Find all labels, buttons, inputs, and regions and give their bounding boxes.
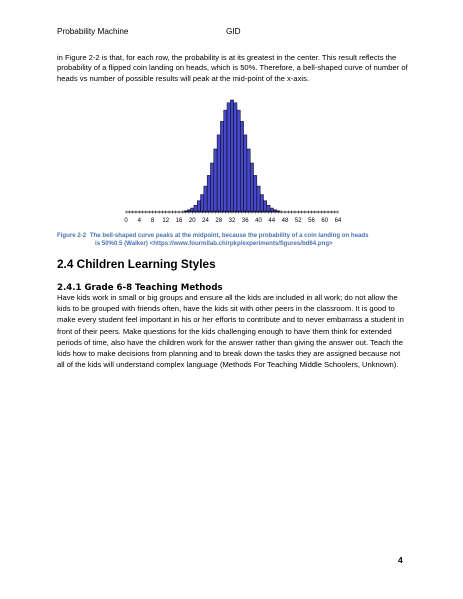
chart-bar — [260, 195, 263, 212]
subsection-heading: 2.4.1 Grade 6-8 Teaching Methods — [57, 283, 223, 293]
chart-bar — [201, 195, 204, 212]
caption-line2: is 50%0.5 (Walker) <https://www.fourmilab.ch/rpkp/experiments/figures/bd64.png> — [95, 240, 333, 247]
chart-bar — [204, 186, 207, 212]
chart-bar — [257, 186, 260, 212]
chart-bar — [210, 163, 213, 212]
x-tick-label: 48 — [281, 218, 289, 224]
chart-bar — [263, 201, 266, 212]
chart-bar — [230, 100, 233, 212]
x-tick-label: 64 — [334, 218, 342, 224]
x-tick-label: 44 — [268, 218, 276, 224]
x-tick-label: 60 — [321, 218, 329, 224]
chart-bar — [227, 103, 230, 212]
x-tick-label: 32 — [228, 218, 236, 224]
figure-caption — [57, 232, 409, 248]
chart-bar — [250, 163, 253, 212]
x-tick-label: 52 — [294, 218, 302, 224]
x-tick-label: 36 — [241, 218, 249, 224]
chart-bar — [224, 110, 227, 212]
chart-bar — [217, 135, 220, 212]
chart-bar — [254, 175, 257, 212]
chart-bar — [207, 175, 210, 212]
chart-bar — [197, 201, 200, 212]
section-heading: 2.4 Children Learning Styles — [57, 257, 216, 271]
chart-bar — [240, 121, 243, 212]
header-title: Probability Machine — [57, 27, 129, 36]
x-tick-label: 40 — [255, 218, 262, 224]
intro-paragraph: in Figure 2-2 is that, for each row, the probability is at its greatest in the center. This result reflects the probability of a flipped coin landing on heads, which is 50%. Therefore, a bell-shaped curve of number of heads vs number of possible results will peak at the mid-point of the x-axis. — [57, 53, 408, 83]
body-paragraph: Have kids work in small or big groups and ensure all the kids are included in all work; do not allow the kids to be grouped with friends often, have the kids sit with other peers in the classroom. It is good to make every student feel important in his or her efforts to contribute and to never embarrass a student in front of their peers. Make questions for the kids challenging enough to have them think for extended periods of time, also have the children work for the answer rather than giving the answer out. Teach the kids how to make decisions from planning and to break down the tasks they are assigned because not all of the kids will understand complex language (Methods For Teaching Middle Schoolers, Unknown). — [57, 293, 404, 370]
chart-bar — [247, 149, 250, 212]
x-tick-label: 56 — [308, 218, 315, 224]
chart-bar — [237, 110, 240, 212]
x-tick-label: 16 — [175, 218, 183, 224]
x-tick-label: 8 — [150, 218, 155, 224]
x-tick-label: 4 — [137, 218, 141, 224]
x-tick-label: 28 — [215, 218, 223, 224]
caption-line1: The bell-shaped curve peaks at the midpoint, because the probability of a coin landing on heads — [89, 232, 369, 239]
x-tick-label: 12 — [162, 218, 170, 224]
chart-bar — [220, 121, 223, 212]
bell-curve-chart — [118, 98, 348, 233]
header-group: GID — [226, 27, 241, 36]
page-number: 4 — [398, 555, 403, 565]
chart-bar — [214, 149, 217, 212]
caption-label: Figure 2-2 — [57, 232, 87, 239]
x-tick-label: 20 — [188, 218, 196, 224]
chart-bar — [234, 103, 237, 212]
chart-bar — [244, 135, 247, 212]
x-tick-label: 24 — [202, 218, 209, 224]
x-tick-label: 0 — [124, 218, 128, 224]
